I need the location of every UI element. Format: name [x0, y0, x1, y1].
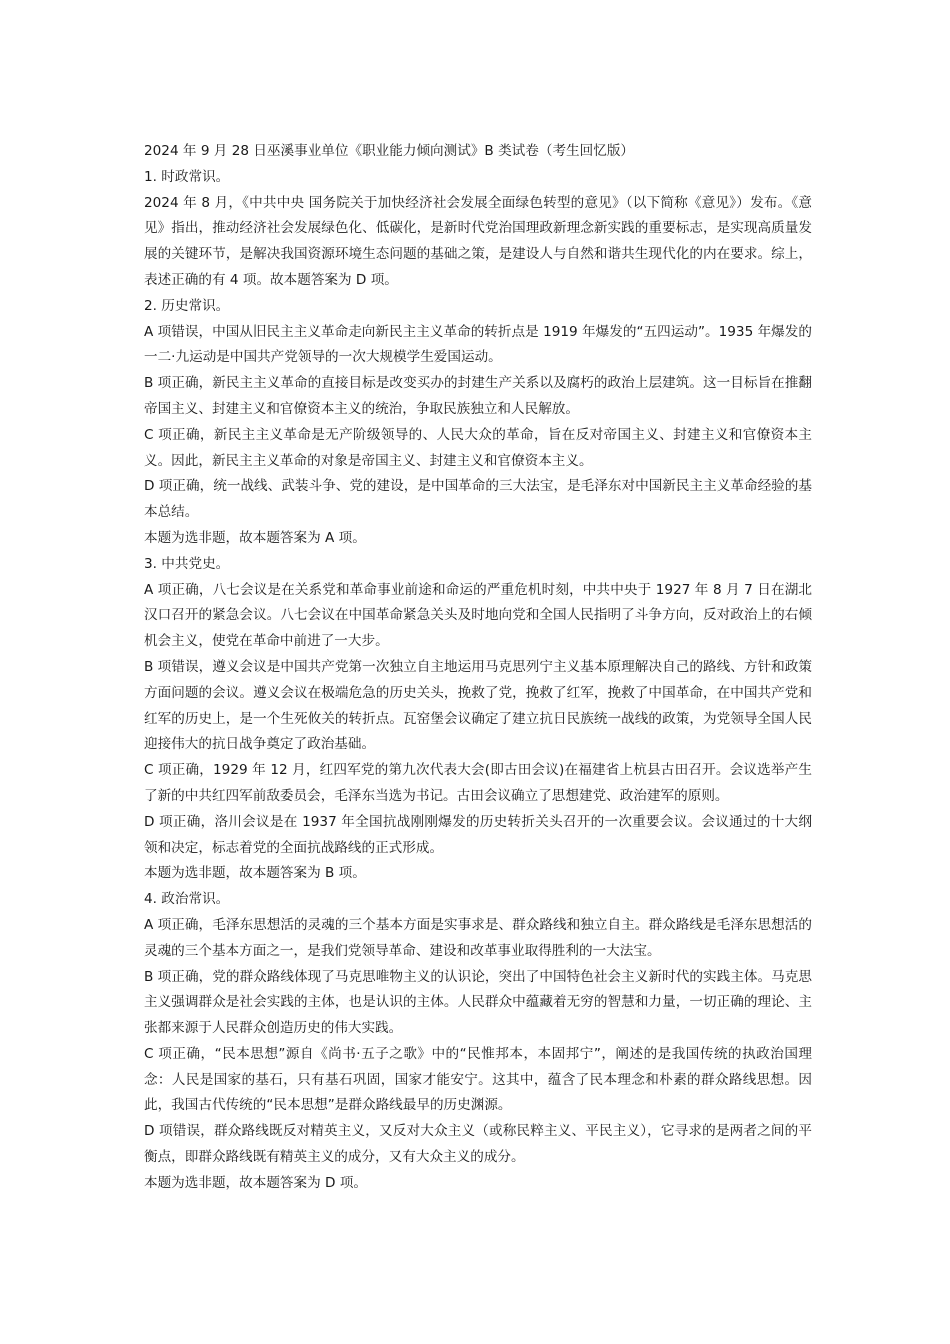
answer-line: 本题为选非题，故本题答案为 B 项。	[144, 865, 366, 882]
document-title: 2024 年 9 月 28 日巫溪事业单位《职业能力倾向测试》B 类试卷（考生回忆版）	[144, 143, 635, 159]
paragraph: B 项错误，遵义会议是中国共产党第一次独立自主地运用马克思列宁主义基本原理解决自己的路线、方针和政策方面问题的会议。遵义会议在极端危急的历史关头，挽救了党，挽救了红军，挽救了中国革命，在中国共产党和红军的历史上，是一个生死攸关的转折点。瓦窑堡会议确定了建立抗日民族统一战线的政策，为党领导全国人民迎接伟大的抗日战争奠定了政治基础。	[144, 658, 812, 753]
section-heading-2: 2. 历史常识。	[144, 297, 230, 314]
section-heading-1: 1. 时政常识。	[144, 168, 230, 185]
section-heading-4: 4. 政治常识。	[144, 891, 230, 908]
paragraph: C 项正确，新民主主义革命是无产阶级领导的、人民大众的革命，旨在反对帝国主义、封建主义和官僚资本主义。因此，新民主主义革命的对象是帝国主义、封建主义和官僚资本主义。	[144, 426, 812, 469]
document-page	[144, 139, 812, 1197]
paragraph: C 项正确，“民本思想”源自《尚书·五子之歌》中的“民惟邦本，本固邦宁”，阐述的是我国传统的执政治国理念：人民是国家的基石，只有基石巩固，国家才能安宁。这其中，蕴含了民本理念和朴素的群众路线思想。因此，我国古代传统的“民本思想”是群众路线最早的历史渊源。	[144, 1045, 812, 1114]
answer-line: 本题为选非题，故本题答案为 A 项。	[144, 529, 366, 546]
paragraph: A 项正确，八七会议是在关系党和革命事业前途和命运的严重危机时刻，中共中央于 1927 年 8 月 7 日在湖北汉口召开的紧急会议。八七会议在中国革命紧急关头及时地向党和全国人民指明了斗争方向，反对政治上的右倾机会主义，使党在革命中前进了一大步。	[144, 581, 812, 650]
paragraph: D 项正确，统一战线、武装斗争、党的建设，是中国革命的三大法宝，是毛泽东对中国新民主主义革命经验的基本总结。	[144, 478, 812, 521]
paragraph: 2024 年 8 月，《中共中央 国务院关于加快经济社会发展全面绿色转型的意见》（以下简称《意见》）发布。《意见》指出，推动经济社会发展绿色化、低碳化，是新时代党治国理政新理念新实践的重要标志，是实现高质量发展的关键环节，是解决我国资源环境生态问题的基础之策，是建设人与自然和谐共生现代化的内在要求。综上，表述正确的有 4 项。故本题答案为 D 项。	[144, 194, 812, 288]
paragraph: D 项错误，群众路线既反对精英主义，又反对大众主义（或称民粹主义、平民主义），它寻求的是两者之间的平衡点，即群众路线既有精英主义的成分，又有大众主义的成分。	[144, 1123, 812, 1166]
paragraph: A 项错误，中国从旧民主主义革命走向新民主主义革命的转折点是 1919 年爆发的“五四运动”。1935 年爆发的一二·九运动是中国共产党领导的一次大规模学生爱国运动。	[144, 323, 812, 366]
answer-line: 本题为选非题，故本题答案为 D 项。	[144, 1174, 368, 1191]
paragraph: B 项正确，新民主主义革命的直接目标是改变买办的封建生产关系以及腐朽的政治上层建筑。这一目标旨在推翻帝国主义、封建主义和官僚资本主义的统治，争取民族独立和人民解放。	[144, 375, 812, 417]
paragraph: B 项正确，党的群众路线体现了马克思唯物主义的认识论，突出了中国特色社会主义新时代的实践主体。马克思主义强调群众是社会实践的主体，也是认识的主体。人民群众中蕴藏着无穷的智慧和力量，一切正确的理论、主张都来源于人民群众创造历史的伟大实践。	[144, 968, 812, 1037]
paragraph: D 项正确，洛川会议是在 1937 年全国抗战刚刚爆发的历史转折关头召开的一次重要会议。会议通过的十大纲领和决定，标志着党的全面抗战路线的正式形成。	[144, 813, 812, 856]
section-heading-3: 3. 中共党史。	[144, 555, 230, 572]
paragraph: A 项正确，毛泽东思想活的灵魂的三个基本方面是实事求是、群众路线和独立自主。群众路线是毛泽东思想活的灵魂的三个基本方面之一，是我们党领导革命、建设和改革事业取得胜利的一大法宝。	[144, 916, 812, 959]
paragraph: C 项正确，1929 年 12 月，红四军党的第九次代表大会(即古田会议)在福建省上杭县古田召开。会议选举产生了新的中共红四军前敌委员会，毛泽东当选为书记。古田会议确立了思想建党、政治建军的原则。	[144, 762, 812, 804]
